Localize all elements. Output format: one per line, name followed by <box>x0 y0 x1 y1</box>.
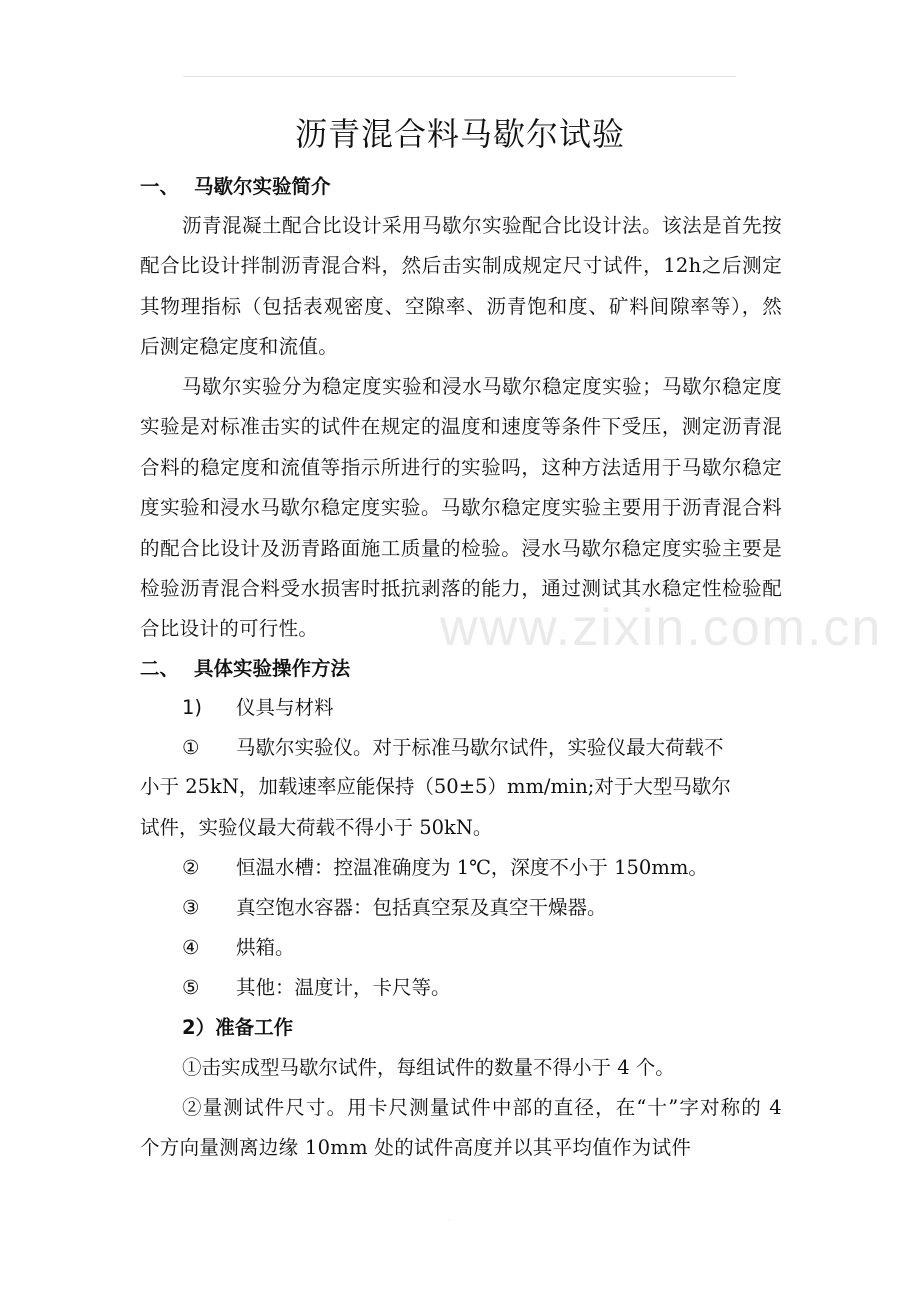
prep-step-1: ①击实成型马歇尔试件，每组试件的数量不得小于 4 个。 <box>182 1056 675 1079</box>
list-item-text: 马歇尔实验仪。对于标准马歇尔试件，实验仪最大荷载不 <box>236 736 724 759</box>
section-1-heading <box>140 173 331 201</box>
list-item-continuation: 小于 25kN，加载速率应能保持（50±5）mm/min;对于大型马歇尔 <box>140 775 731 798</box>
watermark-text: www.zixin.com.cn <box>440 599 883 657</box>
section-2-heading <box>140 655 350 683</box>
list-item-text: 恒温水槽：控温准确度为 1℃，深度不小于 150mm。 <box>236 856 708 879</box>
section-2-title: 具体实验操作方法 <box>194 657 351 680</box>
list-item-text: 烘箱。 <box>236 936 295 959</box>
section-1-title: 马歇尔实验简介 <box>194 175 331 198</box>
header-rule <box>183 76 736 77</box>
list-item <box>182 934 295 962</box>
list-item-marker: ③ <box>182 896 200 919</box>
subsection-2-heading: 2）准备工作 <box>182 1016 294 1039</box>
subsection-1-title: 仪具与材料 <box>236 696 334 719</box>
list-item-continuation: 试件，实验仪最大荷载不得小于 50kN。 <box>140 816 493 839</box>
section-1-number: 一、 <box>140 175 180 198</box>
list-item-marker: ② <box>182 856 200 879</box>
list-item-marker: ⑤ <box>182 976 200 999</box>
section-2-number: 二、 <box>140 657 180 680</box>
prep-step-2: ②量测试件尺寸。用卡尺测量试件中部的直径，在“十”字对称的 4 个方向量测离边缘 10mm 处的试件高度并以其平均值作为试件 <box>140 1096 782 1160</box>
list-item <box>182 854 708 882</box>
list-item <box>182 894 607 922</box>
subsection-1-heading <box>182 694 334 722</box>
list-item <box>182 734 724 762</box>
page-title: 沥青混合料马歇尔试验 <box>294 115 625 153</box>
section-1-paragraph-2: 马歇尔实验分为稳定度实验和浸水马歇尔稳定度实验；马歇尔稳定度实验是对标准击实的试件在规定的温度和速度等条件下受压，测定沥青混合料的稳定度和流值等指示所进行的实验吗，这种方法适用于马歇尔稳定度实验和浸水马歇尔稳定度实验。马歇尔稳定度实验主要用于沥青混合料的配合比设计及沥青路面施工质量的检验。浸水马歇尔稳定度实验主要是检验沥青混合料受水损害时抵抗剥落的能力，通过测试其水稳定性检验配合比设计的可行性。 <box>140 375 782 641</box>
subsection-1-number: 1) <box>182 696 203 719</box>
list-item-marker: ① <box>182 736 200 759</box>
list-item <box>182 974 451 1002</box>
list-item-text: 真空饱水容器：包括真空泵及真空干燥器。 <box>236 896 607 919</box>
section-1-paragraph-1: 沥青混凝土配合比设计采用马歇尔实验配合比设计法。该法是首先按配合比设计拌制沥青混合料，然后击实制成规定尺寸试件，12h之后测定其物理指标（包括表观密度、空隙率、沥青饱和度、矿料间隙率等），然后测定稳定度和流值。 <box>140 214 782 359</box>
list-item-text: 其他：温度计，卡尺等。 <box>236 976 451 999</box>
footer-mark: · <box>448 1216 451 1226</box>
list-item-marker: ④ <box>182 936 200 959</box>
